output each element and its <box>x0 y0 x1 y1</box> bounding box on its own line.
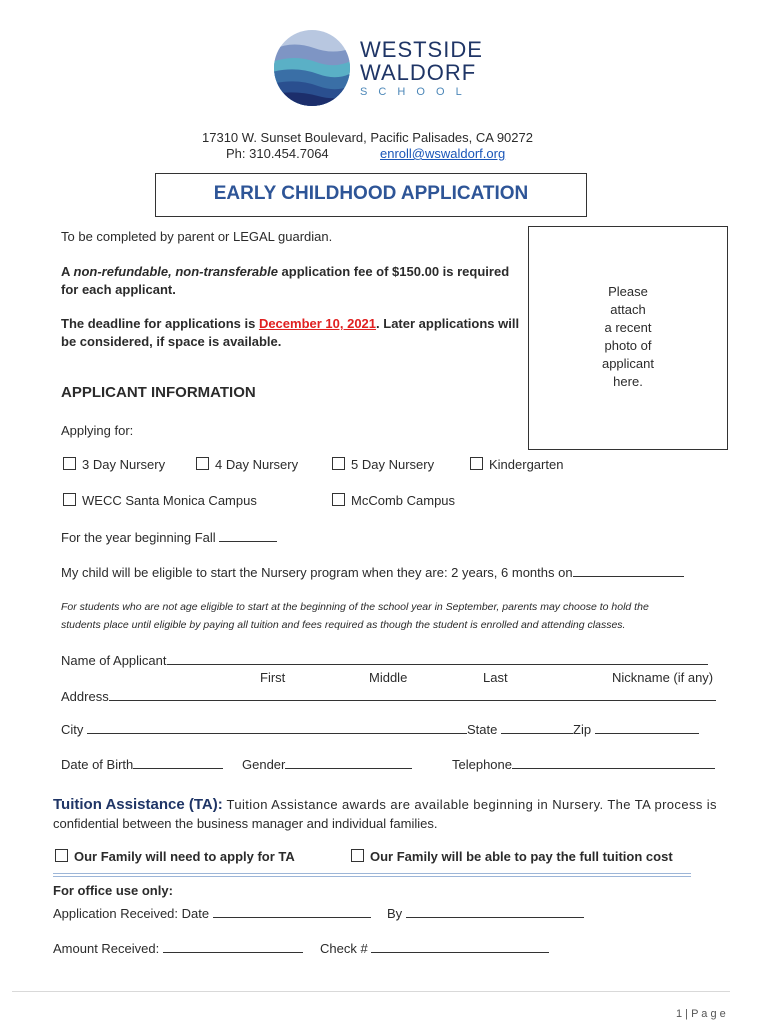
option-wecc-santa-monica[interactable] <box>63 493 257 508</box>
city-row <box>61 721 699 737</box>
fee-line-1 <box>61 264 509 279</box>
address-field[interactable] <box>109 688 716 701</box>
option-mccomb-campus[interactable] <box>332 493 455 508</box>
office-check-row <box>320 940 549 956</box>
amount-field[interactable] <box>163 940 303 953</box>
photo-line: photo of <box>604 338 652 353</box>
logo-line-westside: WESTSIDE <box>360 37 483 62</box>
option-label: 4 Day Nursery <box>215 457 299 472</box>
checkbox[interactable] <box>470 457 483 470</box>
checkbox[interactable] <box>351 849 364 862</box>
year-beginning-row <box>61 529 277 545</box>
deadline-pre: The deadline for applications is <box>61 316 259 331</box>
divider <box>53 876 691 877</box>
deadline-line-1 <box>61 316 519 331</box>
dob-label: Date of Birth <box>61 757 134 772</box>
photo-box <box>528 226 728 450</box>
photo-line: a recent <box>604 320 652 335</box>
checkbox[interactable] <box>63 493 76 506</box>
eligibility-note-1: For students who are not age eligible to start at the beginning of the school year in September, parents may choose to hold the <box>61 601 649 613</box>
check-field[interactable] <box>371 940 549 953</box>
checkbox[interactable] <box>55 849 68 862</box>
office-received-row <box>53 905 371 921</box>
photo-line: Please <box>608 284 648 299</box>
option-4-day-nursery[interactable] <box>196 457 298 472</box>
zip-label: Zip <box>573 722 592 737</box>
amount-label: Amount Received: <box>53 941 160 956</box>
option-label: Kindergarten <box>489 457 564 472</box>
fee-line-2: for each applicant. <box>61 282 176 297</box>
deadline-post: . Later applications will <box>376 316 520 331</box>
eligible-date-field[interactable] <box>573 564 684 577</box>
option-apply-for-ta[interactable] <box>55 849 295 864</box>
year-beginning-label: For the year beginning Fall <box>61 530 216 545</box>
telephone-label: Telephone <box>452 757 512 772</box>
by-field[interactable] <box>406 905 584 918</box>
section-heading-applicant: APPLICANT INFORMATION <box>61 384 256 401</box>
tuition-text-2: confidential between the business manager and individual families. <box>53 816 438 831</box>
by-label: By <box>387 906 403 921</box>
page-title: EARLY CHILDHOOD APPLICATION <box>213 183 529 204</box>
photo-line: here. <box>613 374 643 389</box>
deadline-line-2: be considered, if space is available. <box>61 334 282 349</box>
telephone-field[interactable] <box>512 756 715 769</box>
state-field[interactable] <box>501 721 573 734</box>
photo-line: applicant <box>601 356 655 371</box>
address-label: Address <box>61 689 109 704</box>
photo-instructions <box>529 283 727 391</box>
option-label: McComb Campus <box>351 493 456 508</box>
tuition-heading: Tuition Assistance (TA): <box>53 796 223 813</box>
received-date-field[interactable] <box>213 905 371 918</box>
school-logo <box>272 28 502 110</box>
school-address: 17310 W. Sunset Boulevard, Pacific Palisades, CA 90272 <box>202 130 533 145</box>
name-field[interactable] <box>167 652 708 665</box>
eligibility-note-2: students place until eligible by paying all tuition and fees required as though the student is enrolled and attending classes. <box>61 619 626 631</box>
name-row <box>61 652 708 668</box>
gender-row <box>242 756 412 772</box>
option-5-day-nursery[interactable] <box>332 457 434 472</box>
name-label: Name of Applicant <box>61 653 167 668</box>
name-part-last: Last <box>483 670 508 685</box>
option-kindergarten[interactable] <box>470 457 563 472</box>
city-field[interactable] <box>87 721 467 734</box>
option-label: WECC Santa Monica Campus <box>82 493 257 508</box>
divider <box>53 873 691 874</box>
checkbox[interactable] <box>196 457 209 470</box>
telephone-row <box>452 756 715 772</box>
office-heading: For office use only: <box>53 883 173 898</box>
option-3-day-nursery[interactable] <box>63 457 165 472</box>
school-email-link[interactable]: enroll@wswaldorf.org <box>380 146 506 161</box>
deadline-date: December 10, 2021 <box>258 316 377 331</box>
eligible-row <box>61 564 684 580</box>
office-amount-row <box>53 940 303 956</box>
fee-italic: non-refundable, non-transferable <box>73 264 278 279</box>
name-part-nickname: Nickname (if any) <box>612 670 714 685</box>
zip-field[interactable] <box>595 721 699 734</box>
logo-emblem-icon <box>272 28 356 110</box>
footer-rule <box>12 991 730 992</box>
page-number: 1 | P a g e <box>676 1008 726 1020</box>
year-field[interactable] <box>219 529 277 542</box>
office-by-row <box>387 905 584 921</box>
checkbox[interactable] <box>332 493 345 506</box>
city-label: City <box>61 722 84 737</box>
received-label: Application Received: Date <box>53 906 210 921</box>
tuition-line-1 <box>53 796 717 813</box>
logo-line-school: S C H O O L <box>360 86 466 98</box>
option-label: 3 Day Nursery <box>82 457 166 472</box>
dob-row <box>61 756 223 772</box>
state-label: State <box>467 722 498 737</box>
guardian-note: To be completed by parent or LEGAL guardian. <box>61 229 333 244</box>
name-part-first: First <box>260 670 286 685</box>
dob-field[interactable] <box>133 756 223 769</box>
photo-line: attach <box>610 302 646 317</box>
school-phone: Ph: 310.454.7064 <box>226 146 329 161</box>
title-box <box>155 173 587 217</box>
gender-label: Gender <box>242 757 286 772</box>
option-label: Our Family will need to apply for TA <box>74 849 295 864</box>
option-label: Our Family will be able to pay the full tuition cost <box>370 849 673 864</box>
fee-a: A <box>61 264 74 279</box>
eligible-label: My child will be eligible to start the Nursery program when they are: 2 years, 6 months on <box>61 565 573 580</box>
logo-line-waldorf: WALDORF <box>360 60 477 85</box>
option-label: 5 Day Nursery <box>351 457 435 472</box>
applying-for-label: Applying for: <box>61 423 134 438</box>
checkbox[interactable] <box>332 457 345 470</box>
option-pay-full-tuition[interactable] <box>351 849 673 864</box>
address-row <box>61 688 716 704</box>
fee-rest: application fee of $150.00 is required <box>277 264 510 279</box>
checkbox[interactable] <box>63 457 76 470</box>
check-label: Check # <box>320 941 368 956</box>
gender-field[interactable] <box>285 756 412 769</box>
tuition-text-1: Tuition Assistance awards are available beginning in Nursery. The TA process is <box>222 797 717 812</box>
name-part-middle: Middle <box>369 670 408 685</box>
